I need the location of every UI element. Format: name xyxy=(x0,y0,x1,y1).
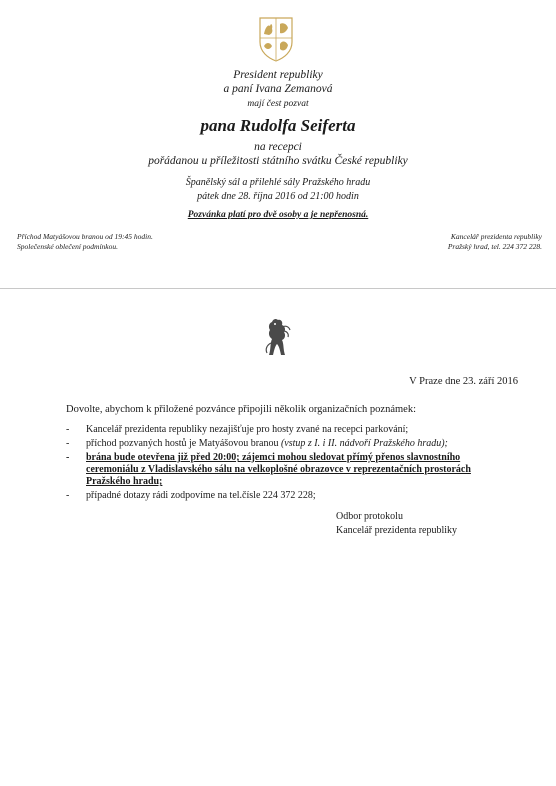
dress-code-note: Společenské oblečení podmínkou. xyxy=(17,242,119,251)
invitation-event-line2: pořádanou u příležitosti státního svátku České republiky xyxy=(148,155,408,167)
list-item xyxy=(64,490,504,502)
note-text: brána bude otevřena již před 20:00; zájemci mohou sledovat přímý přenos slavnostního ceremoniálu z Vladislavského sálu na velkoplošné obrazovce v reprezentačních prostorách Pražského hradu; xyxy=(86,452,471,487)
signature-office: Kancelář prezidenta republiky xyxy=(336,525,458,536)
office-line1: Kancelář prezidenta republiky xyxy=(450,232,542,241)
arrival-note: Příchod Matyášovou branou od 19:45 hodin. xyxy=(17,232,153,241)
list-item xyxy=(64,452,504,488)
note-text: Kancelář prezidenta republiky nezajišťuje pro hosty zvané na recepci parkování; xyxy=(86,424,409,435)
signature-department: Odbor protokolu xyxy=(336,511,403,522)
letter-date: V Praze dne 23. září 2016 xyxy=(409,376,518,387)
note-text: případné dotazy rádi zodpovíme na tel.čísle 224 372 228; xyxy=(86,490,316,501)
invitation-honor-line: mají čest pozvat xyxy=(247,99,309,109)
invitation-guest-name: pana Rudolfa Seiferta xyxy=(200,116,356,135)
list-dash: - xyxy=(66,424,70,435)
list-dash: - xyxy=(66,438,70,449)
invitation-sender-line2: a paní Ivana Zemanová xyxy=(223,83,333,95)
state-coat-of-arms-icon xyxy=(258,16,294,62)
page-divider xyxy=(0,288,556,289)
list-item xyxy=(64,424,504,436)
note-text: příchod pozvaných hostů je Matyášovou branou xyxy=(86,438,279,449)
organizational-notes-list xyxy=(64,424,504,504)
list-dash: - xyxy=(66,490,70,501)
list-item xyxy=(64,438,504,450)
invitation-venue: Španělský sál a přilehlé sály Pražského hradu xyxy=(185,177,371,188)
invitation-datetime: pátek dne 28. října 2016 od 21:00 hodin xyxy=(197,191,359,202)
letter-salutation: Dovolte, abychom k přiložené pozvánce připojili několik organizačních poznámek: xyxy=(66,404,416,415)
office-line2: Pražský hrad, tel. 224 372 228. xyxy=(447,242,542,251)
invitation-sender-line1: President republiky xyxy=(233,69,323,81)
invitation-event-line1: na recepci xyxy=(254,141,302,153)
heraldic-lion-icon xyxy=(259,315,295,361)
invitation-validity: Pozvánka platí pro dvě osoby a je nepřenosná. xyxy=(187,210,369,220)
note-italic-suffix: (vstup z I. i II. nádvoří Pražského hradu); xyxy=(280,438,448,449)
list-dash: - xyxy=(66,452,70,463)
